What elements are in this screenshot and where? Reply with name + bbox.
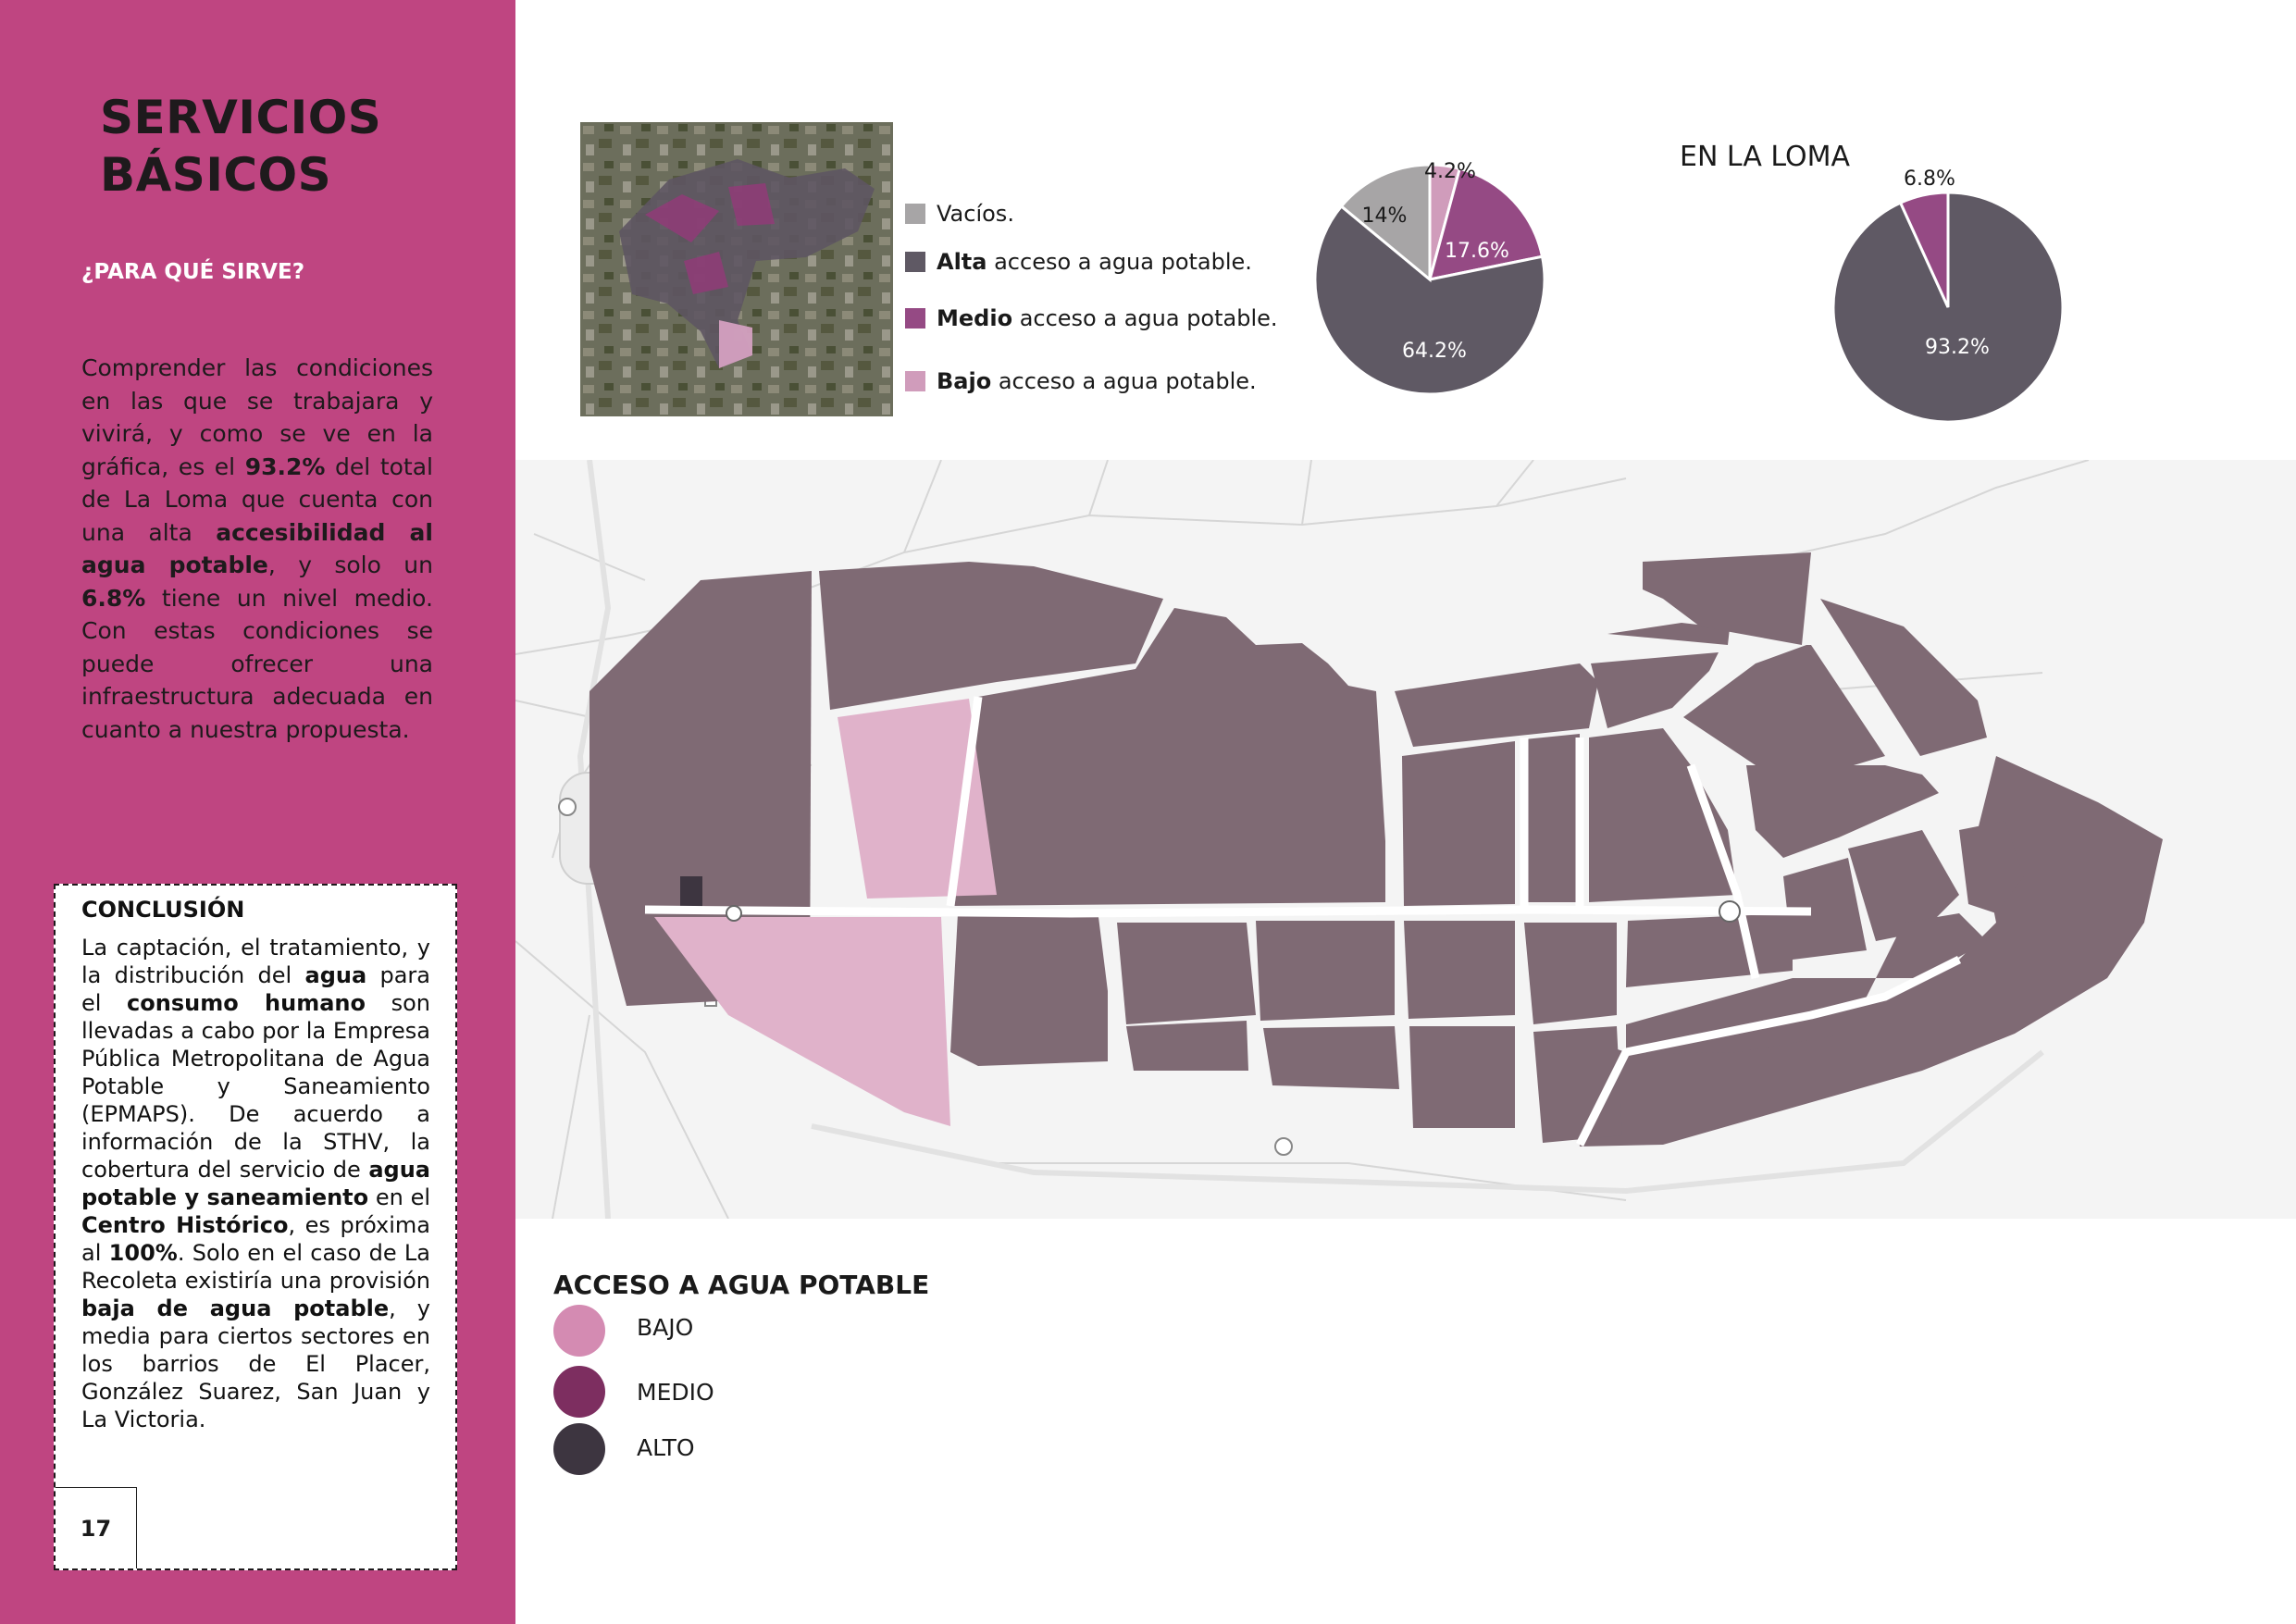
intro-paragraph [81, 352, 433, 746]
section-question: ¿PARA QUÉ SIRVE? [81, 260, 305, 284]
satellite-thumbnail [580, 122, 893, 416]
emphasis-text: 93.2% [244, 452, 326, 480]
pie-chart-general [1296, 139, 1564, 416]
emphasis-text: agua potable y saneamiento [81, 1157, 430, 1210]
legend-swatch [905, 371, 925, 391]
pie-slice-label: 4.2% [1424, 160, 1476, 183]
pie-chart-la-loma [1814, 157, 2082, 426]
pie-slice-label: 6.8% [1904, 167, 1955, 191]
emphasis-text: agua [304, 962, 367, 988]
body-text: , y solo un [267, 552, 433, 578]
legend-dot-bajo [553, 1305, 605, 1357]
pie-slice-label: 14% [1361, 205, 1408, 228]
body-text: Comprender las condiciones en las que se trabajara y vivirá, y como se ve en la gráfica, es el [81, 354, 433, 480]
conclusion-box [54, 884, 457, 1570]
legend-swatch [905, 252, 925, 272]
body-text: . Solo en el caso de La Recoleta existiría una provisión [81, 1240, 431, 1294]
legend-item-vacios: Vacíos. [905, 201, 1014, 227]
pie-slice-label: 93.2% [1925, 336, 1990, 359]
page-number: 17 [56, 1487, 137, 1568]
legend-item-alta: Alta acceso a agua potable. [905, 249, 1252, 275]
pie-slice-label: 64.2% [1402, 340, 1467, 363]
body-text: son llevadas a cabo por la Empresa Pública Metropolitana de Agua Potable y Saneamiento (EPMAPS). De acuerdo a información de la STHV, la cobertura del servicio de [81, 990, 431, 1183]
body-text: , y media para ciertos sectores en los barrios de El Placer, González Suarez, San Juan y La Victoria. [81, 1295, 430, 1432]
body-text: , es próxima al [81, 1212, 430, 1266]
emphasis-text: 6.8% [81, 584, 146, 612]
emphasis-text: consumo humano [127, 990, 366, 1016]
legend-dot-medio [553, 1366, 605, 1418]
roundabout [726, 906, 741, 921]
emphasis-text: baja de agua potable [81, 1295, 390, 1321]
legend-label-bajo: BAJO [637, 1314, 694, 1341]
legend-item-bajo: Bajo acceso a agua potable. [905, 368, 1257, 394]
legend-label-medio: MEDIO [637, 1379, 714, 1406]
legend-dot-alto [553, 1423, 605, 1475]
body-text: en el [368, 1184, 430, 1210]
legend-swatch [905, 204, 925, 224]
conclusion-title: CONCLUSIÓN [81, 897, 245, 923]
roundabout [1719, 901, 1740, 922]
pie-slice-label: 17.6% [1445, 240, 1509, 263]
body-text: La captación, el tratamiento, y la distribución del [81, 935, 430, 988]
body-text: del total de La Loma que cuenta con una alta [81, 452, 433, 546]
legend-item-medio: Medio acceso a agua potable. [905, 305, 1278, 331]
pie-chart-title: EN LA LOMA [1680, 141, 1851, 173]
legend-label-alto: ALTO [637, 1434, 695, 1461]
water-access-map [515, 460, 2296, 1219]
sidebar [0, 0, 515, 1624]
conclusion-text [81, 934, 430, 1433]
emphasis-text: accesibilidad al agua potable [81, 518, 433, 578]
emphasis-text: Centro Histórico [81, 1212, 289, 1238]
legend-swatch [905, 308, 925, 329]
page-title: SERVICIOS BÁSICOS [100, 91, 382, 202]
emphasis-text: 100% [108, 1240, 178, 1266]
map-legend-title: ACCESO A AGUA POTABLE [553, 1270, 930, 1300]
body-text: para el [81, 962, 430, 1016]
body-text: tiene un nivel medio. Con estas condiciones se puede ofrecer una infraestructura adecuada en cuanto a nuestra propuesta. [81, 584, 433, 743]
